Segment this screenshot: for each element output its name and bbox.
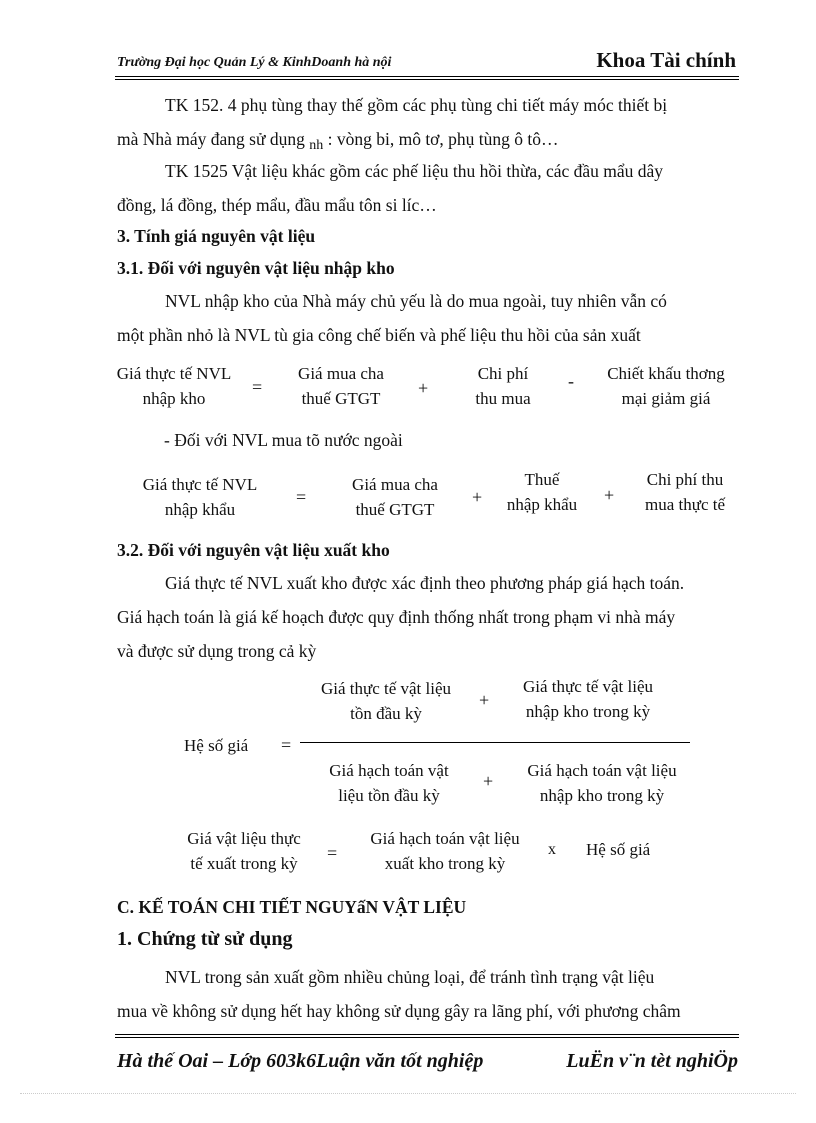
formula3-den-plus: + — [483, 771, 494, 791]
header-rule — [115, 76, 739, 80]
paragraph-documents: NVL trong sản xuất gồm nhiều chủng loại, để tránh tình trạng vật liệu mua về không sử dụng hết hay không sử dụng gây ra lãng phí, với phương châm — [117, 967, 681, 1021]
formula4-times: x — [548, 841, 556, 858]
formula3-den1: Giá hạch toán vật liệu tồn đầu kỳ — [329, 761, 449, 805]
footer-thesis: LuËn v¨n tèt nghiÖp — [566, 1050, 738, 1072]
heading-c: C. KẾ TOÁN CHI TIẾT NGUYấN VẬT LIỆU — [117, 897, 467, 917]
formula4-term: Giá hạch toán vật liệu xuất kho trong kỳ — [370, 829, 520, 873]
formula3-den2: Giá hạch toán vật liệu nhập kho trong kỳ — [527, 761, 677, 805]
formula2-equals: = — [296, 487, 307, 507]
paragraph-tk1525: TK 1525 Vật liệu khác gồm các phế liệu thu hồi thừa, các đầu mẩu dây đồng, lá đồng, thép mẩu, đầu mẩu tôn si líc… — [117, 161, 664, 215]
formula2-plus1: + — [472, 487, 483, 507]
heading-3-2: 3.2. Đối với nguyên vật liệu xuất kho — [117, 540, 390, 560]
formula3-fraction-bar — [300, 742, 690, 743]
formula2-term-tax: Thuế nhập khẩu — [506, 470, 578, 514]
header-school: Trường Đại học Quản Lý & KinhDoanh hà nội — [117, 55, 392, 70]
formula4-lhs: Giá vật liệu thực tế xuất trong kỳ — [187, 829, 301, 873]
formula1-plus: + — [418, 378, 429, 398]
page-bottom-dots — [20, 1093, 796, 1094]
heading-3: 3. Tính giá nguyên vật liệu — [117, 226, 316, 246]
paragraph-tk1524: TK 152. 4 phụ tùng thay thế gồm các phụ tùng chi tiết máy móc thiết bị mà Nhà máy đang sử dụng $_{nh}$ : vòng bi, mô tơ, phụ tùng ô tô… — [117, 95, 668, 153]
paragraph-nvl-import: NVL nhập kho của Nhà máy chủ yếu là do mua ngoài, tuy nhiên vẫn có một phần nhỏ là NVL tù gia công chế biến và phế liệu thu hồi của sản xuất — [117, 291, 667, 345]
formula4-equals: = — [327, 843, 338, 863]
formula2-term-price: Giá mua cha thuế GTGT — [352, 475, 438, 519]
formula1-lhs: Giá thực tế NVL nhập kho — [116, 364, 232, 408]
paragraph-export: Giá thực tế NVL xuất kho được xác định theo phương pháp giá hạch toán. Giá hạch toán là giá kế hoạch được quy định thống nhất trong phạm vi nhà máy và được sử dụng trong cả kỳ — [117, 573, 685, 661]
footer-author: Hà thế Oai – Lớp 603k6Luận văn tốt nghiệp — [117, 1050, 484, 1072]
formula3-num-plus: + — [479, 690, 490, 710]
heading-1: 1. Chứng từ sử dụng — [117, 928, 293, 950]
footer-rule — [115, 1034, 739, 1038]
formula2-plus2: + — [604, 485, 615, 505]
formula1-term-cost: Chi phí thu mua — [475, 364, 531, 408]
formula3-equals: = — [281, 735, 292, 755]
formula1-equals: = — [252, 377, 263, 397]
formula4-coefficient: Hệ số giá — [586, 840, 651, 859]
formula1-term-discount: Chiết khấu thơng mại giảm giá — [607, 364, 725, 408]
heading-3-1: 3.1. Đối với nguyên vật liệu nhập kho — [117, 258, 395, 278]
header-faculty: Khoa Tài chính — [596, 48, 736, 72]
formula1-term-price: Giá mua cha thuế GTGT — [298, 364, 384, 408]
subheading-import: - Đối với NVL mua tõ nước ngoài — [164, 430, 403, 450]
formula3-num1: Giá thực tế vật liệu tồn đầu kỳ — [320, 679, 452, 723]
formula2-lhs: Giá thực tế NVL nhập khẩu — [142, 475, 258, 519]
formula2-term-cost: Chi phí thu mua thực tế — [644, 470, 726, 514]
formula3-num2: Giá thực tế vật liệu nhập kho trong kỳ — [522, 677, 654, 721]
formula1-minus: - — [568, 371, 574, 391]
formula3-lhs: Hệ số giá — [184, 736, 249, 755]
